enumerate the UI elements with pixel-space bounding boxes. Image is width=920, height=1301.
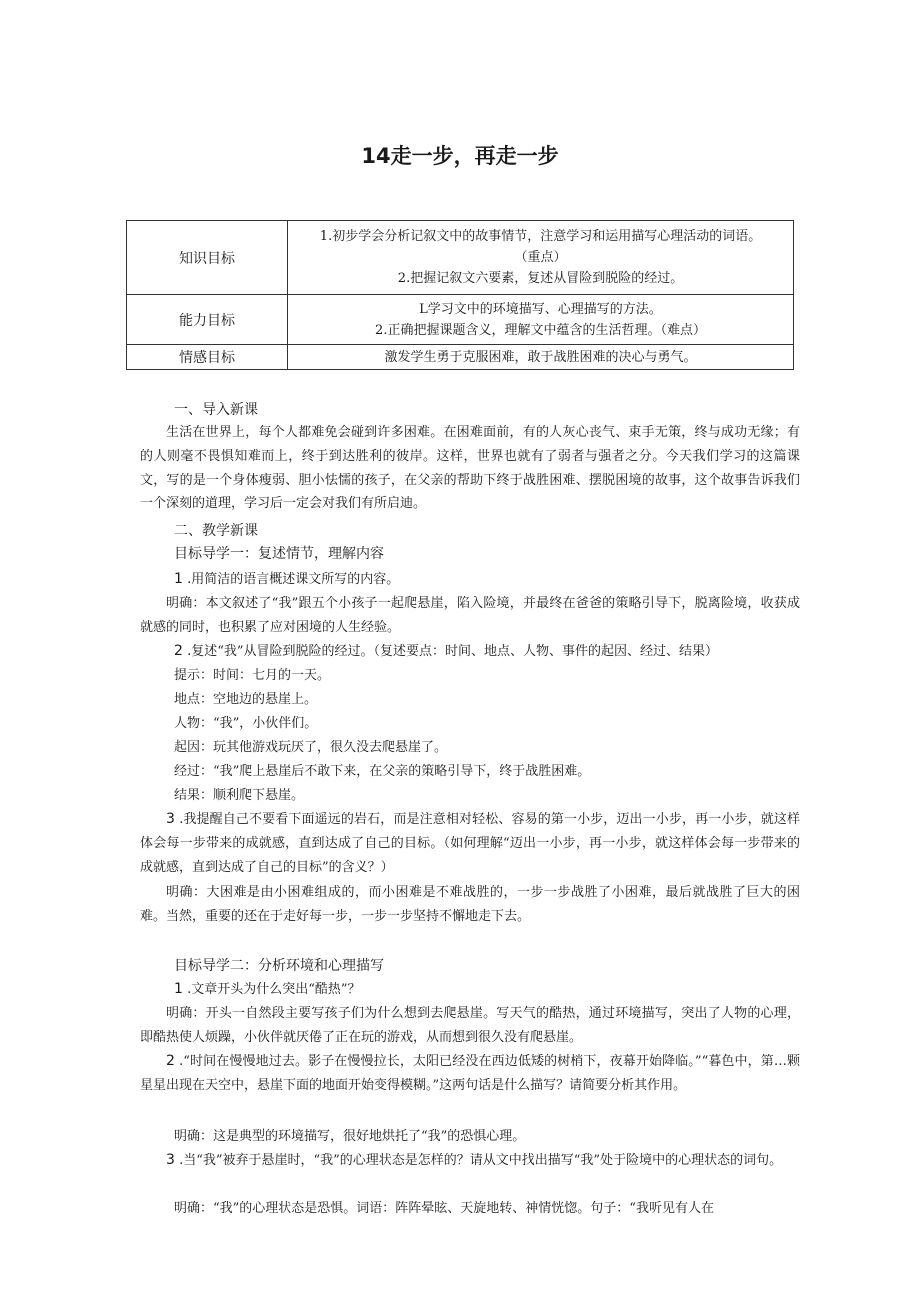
goal-line: （重点） (514, 250, 567, 265)
goal-line: 2.把握记叙文六要素，复述从冒险到脱险的经过。 (397, 271, 684, 286)
goal-label: 能力目标 (127, 295, 288, 345)
question-number: 1 (174, 571, 183, 587)
question-number: 3 (166, 811, 175, 827)
goal-content (288, 295, 794, 345)
question-number: 2 (174, 643, 183, 659)
table-row (127, 345, 794, 370)
question-text: .用简洁的语言概述课文所写的内容。 (187, 572, 400, 587)
goals-table (126, 220, 794, 370)
goal-line: 1.初步学会分析记叙文中的故事情节，注意学习和运用描写心理活动的词语。 (319, 229, 762, 244)
subsection-heading-2: 目标导学二：分析环境和心理描写 (174, 958, 384, 974)
question-text: .“时间在慢慢地过去。影子在慢慢拉长，太阳已经没在西边低矮的树梢下，夜幕开始降临。”“暮色中，第…颗星星出现在天空中，悬崖下面的地面开始变得模糊。”这两句话是什么描写？请简要分析其作用。 (140, 1054, 800, 1093)
hint-result: 结果：顺利爬下悬崖。 (174, 788, 305, 803)
table-row (127, 221, 794, 295)
question-number: 2 (166, 1053, 175, 1069)
question-2 (174, 640, 718, 659)
page-title: 14走一步，再走一步 (361, 144, 559, 168)
question-number: 3 (166, 1152, 175, 1168)
table-row (127, 295, 794, 345)
goal-label: 知识目标 (127, 221, 288, 295)
question-3 (140, 808, 800, 879)
section-heading-teaching: 二、教学新课 (174, 523, 258, 539)
hint-cause: 起因：玩其他游戏玩厌了，很久没去爬悬崖了。 (174, 740, 448, 755)
answer-b2: 明确：这是典型的环境描写，很好地烘托了“我”的恐惧心理。 (174, 1129, 526, 1144)
subsection-heading-1: 目标导学一：复述情节，理解内容 (174, 546, 384, 562)
goal-label: 情感目标 (127, 345, 288, 370)
question-b1 (174, 978, 361, 997)
answer-b1: 明确：开头一自然段主要写孩子们为什么想到去爬悬崖。写天气的酷热，通过环境描写，突出了人物的心理，即酷热使人烦躁，小伙伴就厌倦了正在玩的游戏，从而想到很久没有爬悬崖。 (140, 1006, 800, 1045)
goal-line: 激发学生勇于克服困难，敢于战胜困难的决心与勇气。 (384, 349, 697, 365)
question-b3 (140, 1149, 800, 1173)
goal-content (288, 221, 794, 295)
intro-paragraph: 生活在世界上，每个人都难免会碰到许多困难。在困难面前，有的人灰心丧气、束手无策，终与成功无缘；有的人则毫不畏惧知难而上，终于到达胜利的彼岸。这样，世界也就有了弱者与强者之分。今天我们学习的这篇课文，写的是一个身体瘦弱、胆小怯懦的孩子，在父亲的帮助下终于战胜困难、摆脱困境的故事，这个故事告诉我们一个深刻的道理，学习后一定会对我们有所启迪。 (140, 425, 800, 512)
goal-line: 2.正确把握课题含义，理解文中蕴含的生活哲理。（难点） (375, 322, 706, 338)
question-b2 (140, 1050, 800, 1098)
question-1 (174, 568, 399, 587)
answer-3: 明确：大困难是由小困难组成的，而小困难是不难战胜的，一步一步战胜了小困难，最后就战胜了巨大的困难。当然，重要的还在于走好每一步，一步一步坚持不懈地走下去。 (140, 885, 800, 924)
goal-line: L学习文中的环境描写、心理描写的方法。 (419, 301, 662, 317)
question-text: .我提醒自己不要看下面遥远的岩石，而是注意相对轻松、容易的第一小步，迈出一小步，再一小步，就这样体会每一步带来的成就感，直到达成了自己的目标。（如何理解“迈出一小步，再一小步，就这样体会每一步带来的成就感，直到达成了自己的目标”的含义？） (140, 812, 800, 875)
question-text: .当“我”被弃于悬崖时，“我”的心理状态是怎样的？请从文中找出描写“我”处于险境中的心理状态的词句。 (179, 1153, 783, 1168)
answer-b3: 明确：“我”的心理状态是恐惧。词语：阵阵晕眩、天旋地转、神情恍惚。句子：“我听见有人在 (174, 1201, 714, 1216)
hint-process: 经过：“我”爬上悬崖后不敢下来，在父亲的策略引导下，终于战胜困难。 (174, 764, 591, 779)
section-heading-intro: 一、导入新课 (174, 402, 258, 418)
hint-people: 人物：“我”，小伙伴们。 (174, 716, 318, 731)
hint-time: 提示：时间：七月的一天。 (174, 668, 331, 683)
answer-1: 明确：本文叙述了“我”跟五个小孩子一起爬悬崖，陷入险境，并最终在爸爸的策略引导下，脱离险境，收获成就感的同时，也积累了应对困境的人生经验。 (140, 596, 800, 635)
question-text: .文章开头为什么突出“酷热”？ (187, 982, 361, 997)
question-number: 1 (174, 981, 183, 997)
goal-content (288, 345, 794, 370)
hint-place: 地点：空地边的悬崖上。 (174, 692, 318, 707)
question-text: .复述“我”从冒险到脱险的经过。（复述要点：时间、地点、人物、事件的起因、经过、结果） (187, 644, 718, 659)
